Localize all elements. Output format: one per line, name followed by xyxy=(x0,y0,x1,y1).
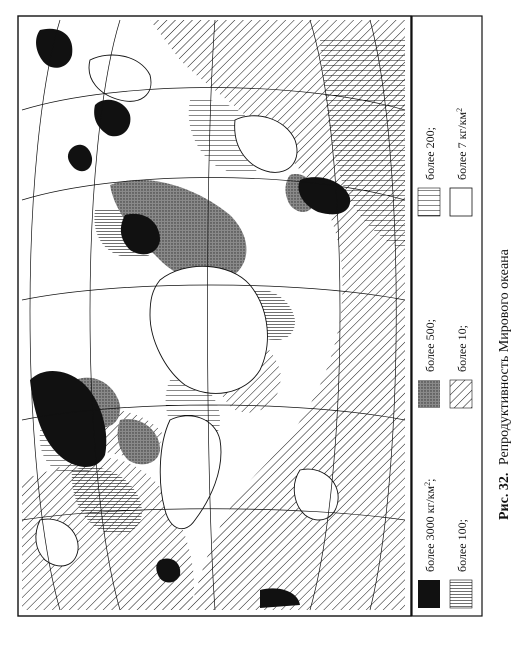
legend-label-500: более 500; xyxy=(423,319,437,372)
legend xyxy=(412,16,482,616)
legend-label-7: более 7 $кг/км^2$ xyxy=(455,107,469,180)
map-panel xyxy=(18,16,411,616)
caption-text: Репродуктивность Мирового океана xyxy=(497,249,512,466)
legend-label-3000: более 3000 $кг/км^2$; xyxy=(423,478,437,572)
legend-label-10: более 10; xyxy=(455,325,469,372)
legend-label-200: более 200; xyxy=(423,127,437,180)
legend-label-100: более 100; xyxy=(455,519,469,572)
figure-caption xyxy=(497,248,512,520)
caption-label: Рис. 32. xyxy=(497,472,512,520)
